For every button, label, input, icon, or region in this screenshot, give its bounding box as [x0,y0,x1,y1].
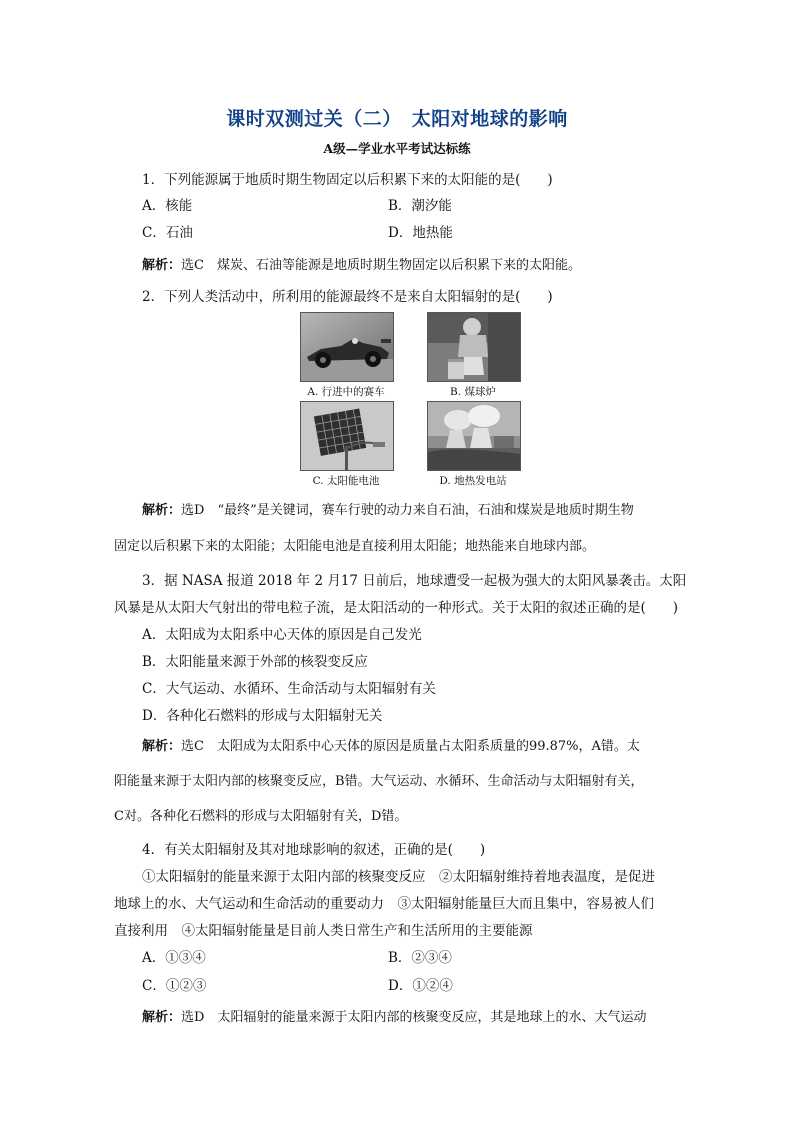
q3-option-c: C．大气运动、水循环、生命活动与太阳辐射有关 [142,681,436,697]
q4-item-line3: 直接利用 ④太阳辐射能量是目前人类日常生产和生活所用的主要能源 [114,923,533,939]
q3-analysis-line1 [142,735,640,754]
q1-option-b: B．潮汐能 [388,198,452,214]
caption-a: A. 行进中的赛车 [307,386,385,398]
q4-item-line2: 地球上的水、大气运动和生命活动的重要动力 ③太阳辐射能量巨大而且集中，容易被人们 [114,896,654,912]
q4-item-line1: ①太阳辐射的能量来源于太阳内部的核聚变反应 ②太阳辐射维持着地表温度，是促进 [142,869,655,885]
q1-option-d: D．地热能 [388,225,453,241]
q4-stem: 4．有关太阳辐射及其对地球影响的叙述，正确的是( ) [142,842,486,858]
q3-analysis-line2: 阳能量来源于太阳内部的核聚变反应，B错。大气运动、水循环、生命活动与太阳辐射有关， [114,774,644,789]
q3-option-a: A．太阳成为太阳系中心天体的原因是自己发光 [142,627,422,643]
caption-c: C. 太阳能电池 [312,475,380,487]
q3-option-d: D．各种化石燃料的形成与太阳辐射无关 [142,708,383,724]
q1-option-c: C．石油 [142,225,193,241]
q2-analysis-line2: 固定以后积累下来的太阳能；太阳能电池是直接利用太阳能；地热能来自地球内部。 [114,539,596,554]
analysis-label: 解析： [142,258,182,273]
q4-analysis-text: 选D 太阳辐射的能量来源于太阳内部的核聚变反应，其是地球上的水、大气运动 [181,1010,647,1025]
q4-option-a: A．①③④ [142,950,206,966]
q3-option-b: B．太阳能量来源于外部的核裂变反应 [142,654,368,670]
q2-analysis-line1 [142,499,634,518]
q4-analysis [142,1006,646,1025]
q4-option-b: B．②③④ [388,950,452,966]
q3-analysis-line3: C对。各种化石燃料的形成与太阳辐射有关，D错。 [114,809,408,824]
q1-stem: 1．下列能源属于地质时期生物固定以后积累下来的太阳能的是( ) [142,172,553,188]
caption-d: D. 地热发电站 [439,475,507,487]
coal-stove-photo [427,312,521,382]
page-title: 课时双测过关（二） 太阳对地球的影响 [226,108,568,130]
race-car-photo [300,312,394,382]
q2-stem: 2．下列人类活动中，所利用的能源最终不是来自太阳辐射的是( ) [142,289,553,305]
analysis-label: 解析： [142,503,182,518]
q2-analysis-text-1: 选D “最终”是关键词，赛车行驶的动力来自石油，石油和煤炭是地质时期生物 [181,503,634,518]
q1-option-a: A．核能 [142,198,193,214]
q3-stem-line2: 风暴是从太阳大气射出的带电粒子流，是太阳活动的一种形式。关于太阳的叙述正确的是( ) [114,600,679,616]
analysis-label: 解析： [142,1010,182,1025]
geothermal-station-photo [427,401,521,471]
section-subtitle: A级—学业水平考试达标练 [323,141,471,156]
q3-analysis-text-1: 选C 太阳成为太阳系中心天体的原因是质量占太阳系质量的99.87%，A错。太 [181,739,640,754]
q1-analysis [142,254,581,273]
caption-b: B. 煤球炉 [450,386,496,398]
q4-option-d: D．①②④ [388,978,453,994]
q3-stem-line1: 3．据 NASA 报道 2018 年 2 月17 日前后，地球遭受一起极为强大的太阳风暴袭击。太阳 [142,573,687,589]
q1-analysis-text: 选C 煤炭、石油等能源是地质时期生物固定以后积累下来的太阳能。 [181,258,581,273]
solar-panel-photo [300,401,394,471]
q4-option-c: C．①②③ [142,978,207,994]
analysis-label: 解析： [142,739,182,754]
